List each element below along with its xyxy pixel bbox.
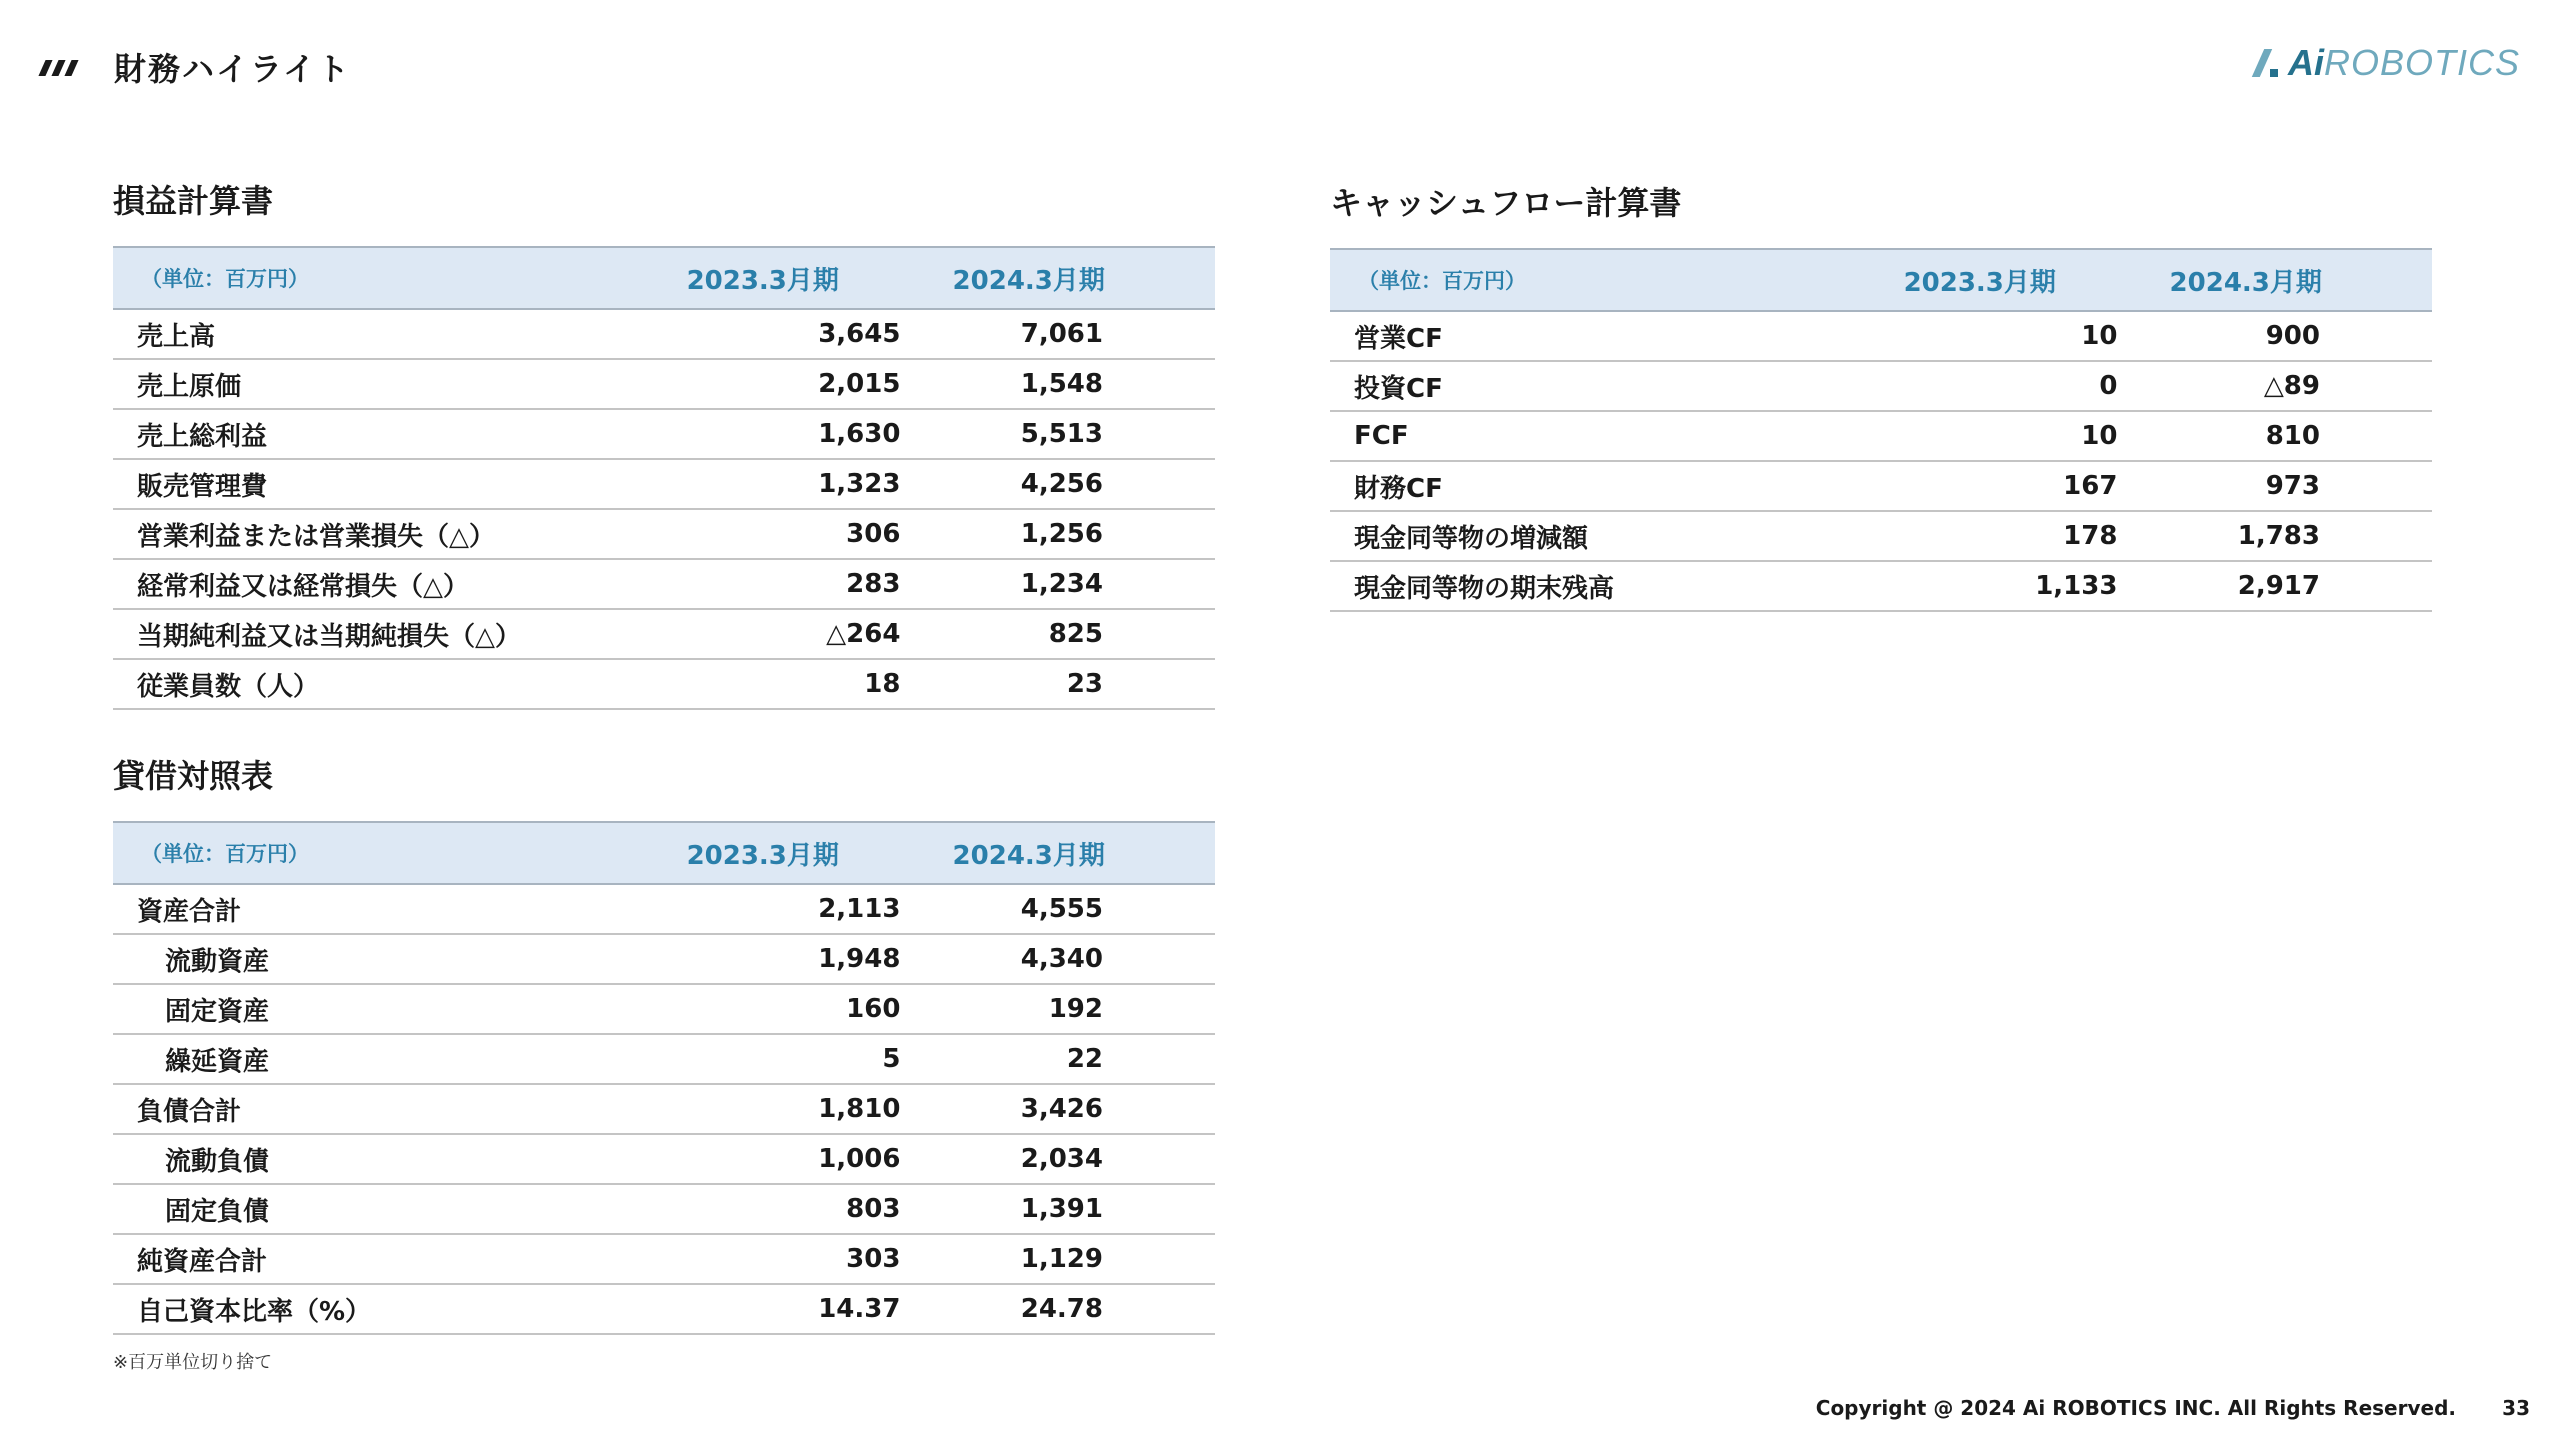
value-2024: 973: [2123, 461, 2432, 511]
value-2023: 1,948: [675, 934, 906, 984]
table-row: [1330, 561, 2432, 611]
table-header-row: [113, 822, 1215, 884]
value-2023: 3,645: [675, 309, 906, 359]
copyright-text: Copyright @ 2024 Ai ROBOTICS INC. All Rights Reserved.: [1815, 1396, 2456, 1420]
balance-sheet-table: [113, 821, 1215, 1335]
unit-label: （単位：百万円）: [113, 822, 675, 884]
value-2023: 14.37: [675, 1284, 906, 1334]
value-2024: 1,256: [906, 509, 1215, 559]
table-row: [113, 609, 1215, 659]
logo-mark-icon: [2248, 47, 2284, 79]
value-2024: 2,034: [906, 1134, 1215, 1184]
table-row: [113, 359, 1215, 409]
table-row: [113, 659, 1215, 709]
value-2024: 2,917: [2123, 561, 2432, 611]
value-2023: 2,113: [675, 884, 906, 934]
value-2023: 283: [675, 559, 906, 609]
value-2024: 4,555: [906, 884, 1215, 934]
cash-flow-section: [1330, 182, 2432, 612]
value-2024: 1,391: [906, 1184, 1215, 1234]
unit-label: （単位：百万円）: [1330, 249, 1892, 311]
table-row: [113, 1084, 1215, 1134]
table-row: [113, 309, 1215, 359]
value-2024: 4,256: [906, 459, 1215, 509]
table-row: [1330, 411, 2432, 461]
income-statement-title: 損益計算書: [113, 182, 274, 220]
row-label: 投資CF: [1330, 361, 1892, 411]
logo-robotics-text: ROBOTICS: [2323, 42, 2520, 83]
value-2023: 10: [1892, 411, 2123, 461]
value-2024: 1,129: [906, 1234, 1215, 1284]
value-2023: 167: [1892, 461, 2123, 511]
table-row: [113, 884, 1215, 934]
value-2023: 1,810: [675, 1084, 906, 1134]
company-logo: [2248, 38, 2520, 88]
row-label: 流動負債: [113, 1134, 675, 1184]
row-label: 営業CF: [1330, 311, 1892, 361]
table-row: [1330, 361, 2432, 411]
column-header-2023: 2023.3月期: [1892, 249, 2123, 311]
table-row: [1330, 511, 2432, 561]
value-2024: 825: [906, 609, 1215, 659]
value-2023: 1,006: [675, 1134, 906, 1184]
value-2024: 192: [906, 984, 1215, 1034]
balance-sheet-section: [113, 755, 1215, 1335]
row-label: 現金同等物の増減額: [1330, 511, 1892, 561]
table-row: [113, 934, 1215, 984]
table-row: [1330, 311, 2432, 361]
value-2023: △264: [675, 609, 906, 659]
value-2024: 900: [2123, 311, 2432, 361]
row-label: 純資産合計: [113, 1234, 675, 1284]
balance-sheet-title: 貸借対照表: [113, 757, 274, 795]
row-label: 販売管理費: [113, 459, 675, 509]
value-2024: 810: [2123, 411, 2432, 461]
value-2023: 1,133: [1892, 561, 2123, 611]
value-2023: 803: [675, 1184, 906, 1234]
table-row: [113, 459, 1215, 509]
page-title: 財務ハイライト: [114, 50, 352, 88]
value-2024: 5,513: [906, 409, 1215, 459]
row-label: 財務CF: [1330, 461, 1892, 511]
row-label: 当期純利益又は当期純損失（△）: [113, 609, 675, 659]
value-2024: 22: [906, 1034, 1215, 1084]
table-row: [113, 1284, 1215, 1334]
value-2023: 5: [675, 1034, 906, 1084]
row-label: 自己資本比率（%）: [113, 1284, 675, 1334]
income-statement-section: [113, 180, 1215, 710]
table-row: [113, 1184, 1215, 1234]
value-2024: △89: [2123, 361, 2432, 411]
value-2024: 1,234: [906, 559, 1215, 609]
table-row: [113, 509, 1215, 559]
table-row: [113, 1234, 1215, 1284]
column-header-2024: 2024.3月期: [2123, 249, 2432, 311]
row-label: 経常利益又は経常損失（△）: [113, 559, 675, 609]
value-2024: 4,340: [906, 934, 1215, 984]
footnote: ※百万単位切り捨て: [113, 1352, 273, 1373]
value-2023: 2,015: [675, 359, 906, 409]
table-header-row: [113, 247, 1215, 309]
header-slash-marks-icon: [38, 56, 82, 78]
value-2023: 160: [675, 984, 906, 1034]
column-header-2024: 2024.3月期: [906, 247, 1215, 309]
table-header-row: [1330, 249, 2432, 311]
row-label: 営業利益または営業損失（△）: [113, 509, 675, 559]
row-label: 売上総利益: [113, 409, 675, 459]
value-2023: 18: [675, 659, 906, 709]
logo-ai-text: Ai: [2287, 42, 2324, 83]
value-2024: 1,548: [906, 359, 1215, 409]
table-row: [113, 559, 1215, 609]
column-header-2024: 2024.3月期: [906, 822, 1215, 884]
table-row: [1330, 461, 2432, 511]
row-label: 固定資産: [113, 984, 675, 1034]
value-2024: 7,061: [906, 309, 1215, 359]
value-2023: 1,630: [675, 409, 906, 459]
table-row: [113, 984, 1215, 1034]
row-label: 固定負債: [113, 1184, 675, 1234]
income-statement-table: [113, 246, 1215, 710]
table-row: [113, 1034, 1215, 1084]
table-row: [113, 1134, 1215, 1184]
value-2024: 24.78: [906, 1284, 1215, 1334]
row-label: 売上高: [113, 309, 675, 359]
cash-flow-title: キャッシュフロー計算書: [1330, 184, 1682, 222]
row-label: 負債合計: [113, 1084, 675, 1134]
value-2024: 3,426: [906, 1084, 1215, 1134]
row-label: 売上原価: [113, 359, 675, 409]
value-2023: 10: [1892, 311, 2123, 361]
value-2023: 0: [1892, 361, 2123, 411]
column-header-2023: 2023.3月期: [675, 247, 906, 309]
row-label: FCF: [1330, 411, 1892, 461]
column-header-2023: 2023.3月期: [675, 822, 906, 884]
cash-flow-table: [1330, 248, 2432, 612]
row-label: 流動資産: [113, 934, 675, 984]
row-label: 繰延資産: [113, 1034, 675, 1084]
value-2023: 178: [1892, 511, 2123, 561]
value-2023: 1,323: [675, 459, 906, 509]
value-2024: 1,783: [2123, 511, 2432, 561]
row-label: 従業員数（人）: [113, 659, 675, 709]
page-number: 33: [2502, 1396, 2530, 1420]
table-row: [113, 409, 1215, 459]
row-label: 現金同等物の期末残高: [1330, 561, 1892, 611]
row-label: 資産合計: [113, 884, 675, 934]
value-2023: 303: [675, 1234, 906, 1284]
unit-label: （単位：百万円）: [113, 247, 675, 309]
value-2023: 306: [675, 509, 906, 559]
value-2024: 23: [906, 659, 1215, 709]
